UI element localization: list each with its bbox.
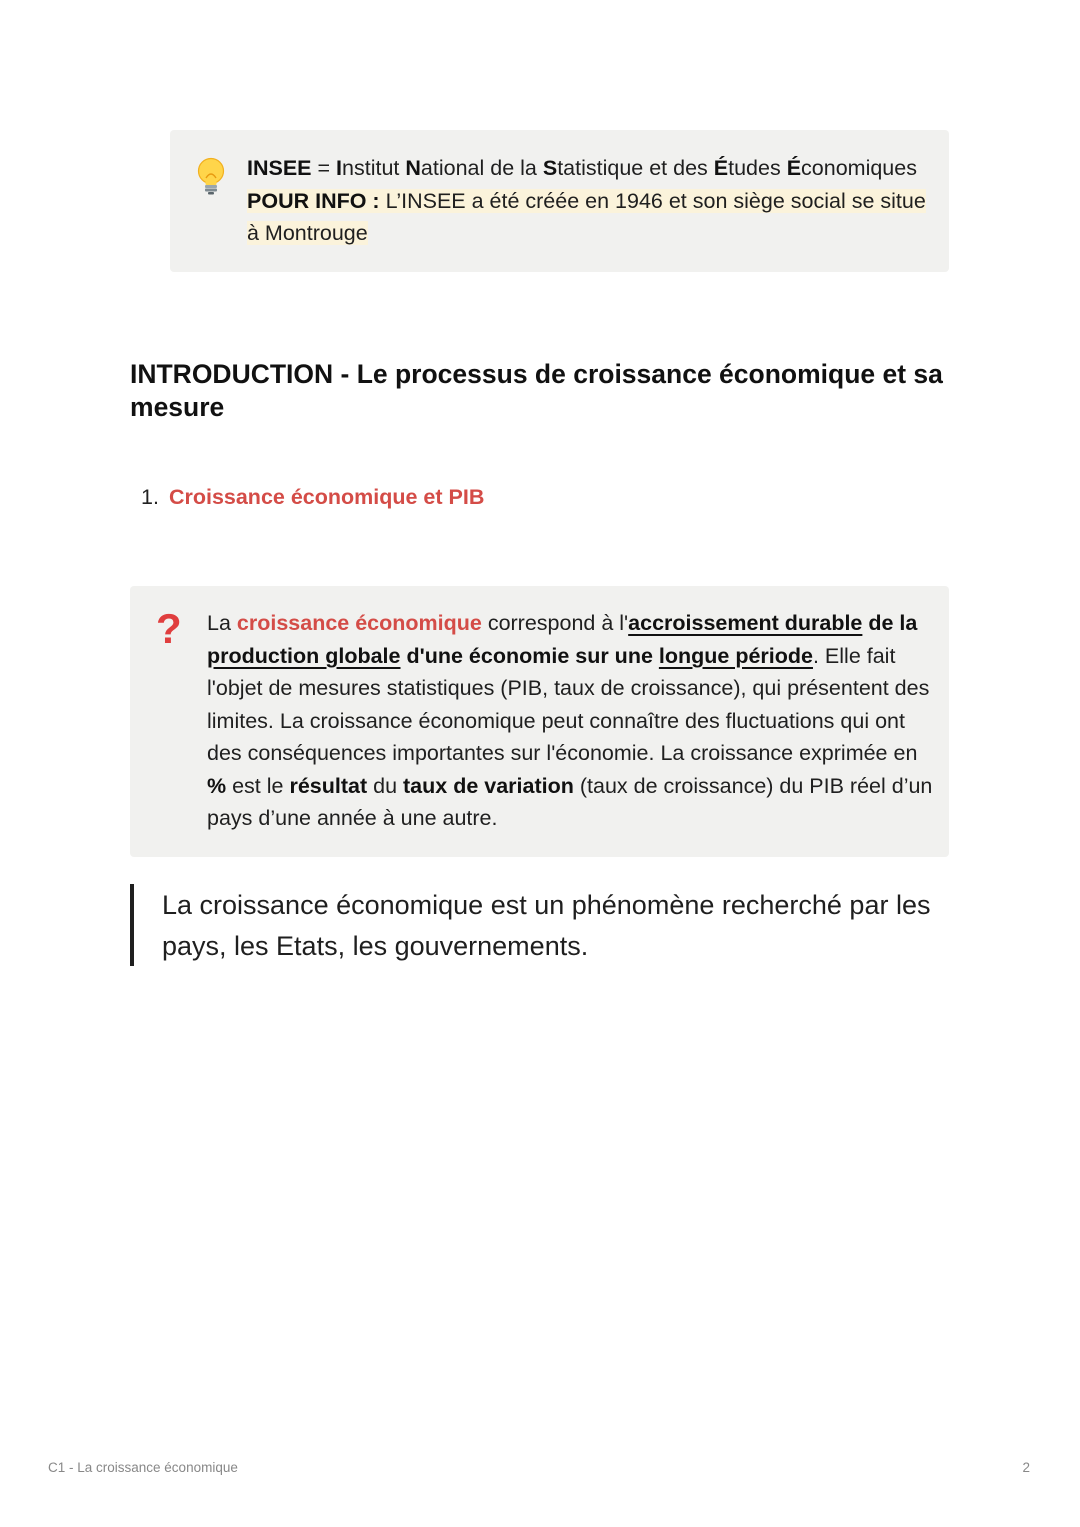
bold-run: taux de variation — [403, 773, 574, 798]
text-run: La — [207, 611, 237, 635]
intro-heading: INTRODUCTION - Le processus de croissance économique et sa mesure — [130, 359, 943, 422]
word-part: tudes — [728, 156, 787, 180]
text-run: . Elle fait l'objet de mesures statistiques (PIB, taux de croissance), qui présentent des limites. La croissance économique peut connaître des fluctuations qui ont des conséquences importantes sur l'économie. La croissance exprimée en — [207, 643, 930, 765]
initial-letter: É — [713, 156, 729, 180]
word-part: conomiques — [801, 156, 917, 180]
key-term: croissance économique — [236, 611, 482, 635]
insee-definition-line — [247, 152, 937, 185]
definition-callout — [130, 586, 949, 857]
word-part: nstitut — [342, 156, 406, 180]
info-highlight — [247, 189, 926, 246]
insee-callout — [170, 130, 949, 272]
quote-text: La croissance économique est un phénomène recherché par les pays, les Etats, les gouvernements. — [162, 890, 931, 961]
section-title: Croissance économique et PIB — [168, 485, 485, 509]
underlined-term: accroissement durable — [628, 611, 863, 635]
light-bulb-icon — [194, 156, 228, 196]
section-heading — [141, 482, 484, 512]
quote-block — [130, 884, 964, 966]
text-run: est le — [226, 773, 290, 798]
bold-run: de la — [862, 611, 918, 635]
question-mark-icon: ? — [156, 605, 182, 652]
insee-callout-text — [247, 152, 937, 250]
bold-run: % — [207, 773, 227, 798]
insee-acronym: INSEE — [247, 156, 312, 180]
word-part: tatistique et des — [557, 156, 714, 180]
info-label: POUR INFO : — [247, 188, 380, 213]
underlined-term: longue période — [658, 643, 813, 668]
definition-text — [207, 607, 937, 835]
initial-letter: N — [405, 156, 421, 180]
text-run: (taux de croissance) du PIB réel d’un pays d’une année à une autre. — [207, 773, 933, 830]
text-run: correspond à l' — [481, 611, 629, 635]
underlined-term: production globale — [207, 643, 401, 668]
section-number: 1. — [141, 485, 159, 509]
footer-document-title: C1 - La croissance économique — [48, 1460, 238, 1475]
word-part: ational de la — [420, 156, 543, 180]
info-text: L’INSEE a été créée en 1946 et son siège social se situe à Montrouge — [247, 188, 926, 245]
initial-letter: I — [336, 156, 343, 180]
equals-sign: = — [311, 156, 337, 180]
insee-info-line — [247, 185, 937, 250]
page-number: 2 — [1022, 1460, 1030, 1475]
initial-letter: S — [542, 156, 558, 180]
bold-run: résultat — [289, 773, 368, 798]
initial-letter: É — [786, 156, 802, 180]
bold-run: d'une économie sur une — [400, 643, 659, 668]
text-run: du — [367, 773, 404, 798]
